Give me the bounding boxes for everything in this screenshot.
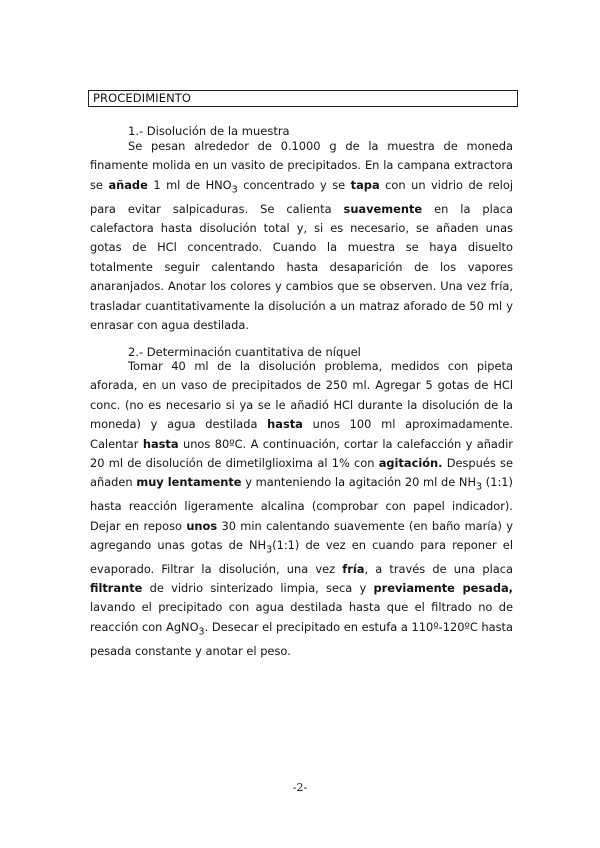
page-number: -2- bbox=[292, 781, 308, 794]
part1-paragraph: Se pesan alrededor de 0.1000 g de la muestra de moneda finamente molida en un vasito de precipitados. En la campana extractora se añade 1 ml de $HNO_3$ concentrado y se tapa con un vidrio de reloj para evitar salpicaduras. Se calienta suavemente en la placa calefactora hasta disolución total y, si es necesario, se añaden unas gotas de HCl concentrado. Cuando la muestra se haya disuelto totalmente seguir calentando hasta desaparición de los vapores anaranjados. Anotar los colores y cambios que se observen. Una vez fría, trasladar cuantitativamente la disolución a un matraz aforado de 50 ml y enrasar con agua destilada. bbox=[90, 139, 513, 332]
section-title: PROCEDIMIENTO bbox=[88, 90, 518, 107]
part2-paragraph: Tomar 40 ml de la disolución problema, medidos con pipeta aforada, en un vaso de precipitados de 250 ml. Agregar 5 gotas de HCl conc. (no es necesario si ya se le añadió HCl durante la disolución de la moneda) y agua destilada hasta unos 100 ml aproximadamente. Calentar hasta unos 80ºC. A continuación, cortar la calefacción y añadir 20 ml de disolución de dimetilglioxima al 1% con agitación. Después se añaden muy lentamente y manteniendo la agitación 20 ml de $NH_3$ (1:1) hasta reacción ligeramente alcalina (comprobar con papel indicador). Dejar en reposo unos 30 min calentando suavemente (en baño maría) y agregando unas gotas de $NH_3(1:1)$ de vez en cuando para reponer el evaporado. Filtrar la disolución, una vez fría, a través de una placa filtrante de vidrio sinterizado limpia, seca y previamente pesada, lavando el precipitado con agua destilada hasta que el filtrado no de reacción con AgNO$_3$. Desecar el precipitado en estufa a 110º-120ºC hasta pesada constante y anotar el peso. bbox=[90, 359, 513, 658]
part1-heading: 1.- Disolución de la muestra bbox=[128, 124, 290, 138]
part2-heading: 2.- Determinación cuantitativa de níquel bbox=[128, 345, 361, 359]
